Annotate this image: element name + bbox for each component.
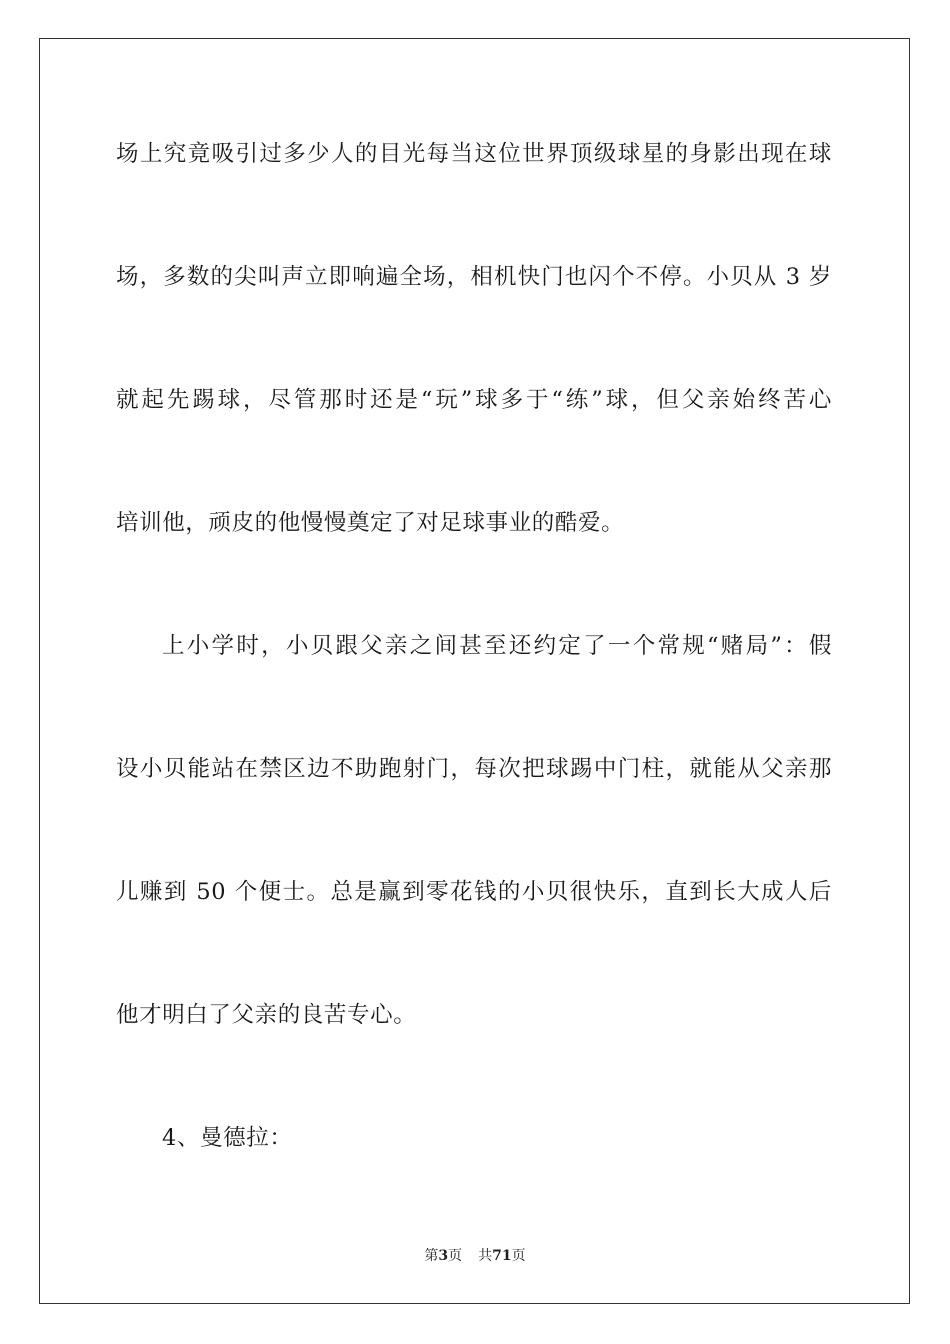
- total-prefix: 共: [478, 1248, 493, 1264]
- page-footer: [0, 1247, 950, 1265]
- page-total: 71: [492, 1248, 512, 1264]
- body-line-1: 场上究竟吸引过多少人的目光每当这位世界顶级球星的身影出现在球: [116, 141, 832, 167]
- body-line-2: 场，多数的尖叫声立即响遍全场，相机快门也闪个不停。小贝从 3 岁: [116, 264, 832, 290]
- body-line-5: 上小学时，小贝跟父亲之间甚至还约定了一个常规“赌局”：假: [162, 633, 832, 659]
- body-line-8: 他才明白了父亲的良苦专心。: [116, 1002, 417, 1028]
- page-current: 3: [438, 1248, 449, 1264]
- page-prefix: 第: [424, 1248, 439, 1264]
- page-suffix: 页: [448, 1248, 463, 1264]
- total-suffix: 页: [511, 1248, 526, 1264]
- section-heading: 4、曼德拉：: [162, 1125, 293, 1151]
- body-line-3: 就起先踢球，尽管那时还是“玩”球多于“练”球，但父亲始终苦心: [116, 387, 832, 413]
- body-line-6: 设小贝能站在禁区边不助跑射门，每次把球踢中门柱，就能从父亲那: [116, 756, 832, 782]
- body-line-7: 儿赚到 50 个便士。总是赢到零花钱的小贝很快乐，直到长大成人后: [116, 879, 832, 905]
- page-frame: [39, 38, 910, 1304]
- body-line-4: 培训他，顽皮的他慢慢奠定了对足球事业的酷爱。: [116, 510, 625, 536]
